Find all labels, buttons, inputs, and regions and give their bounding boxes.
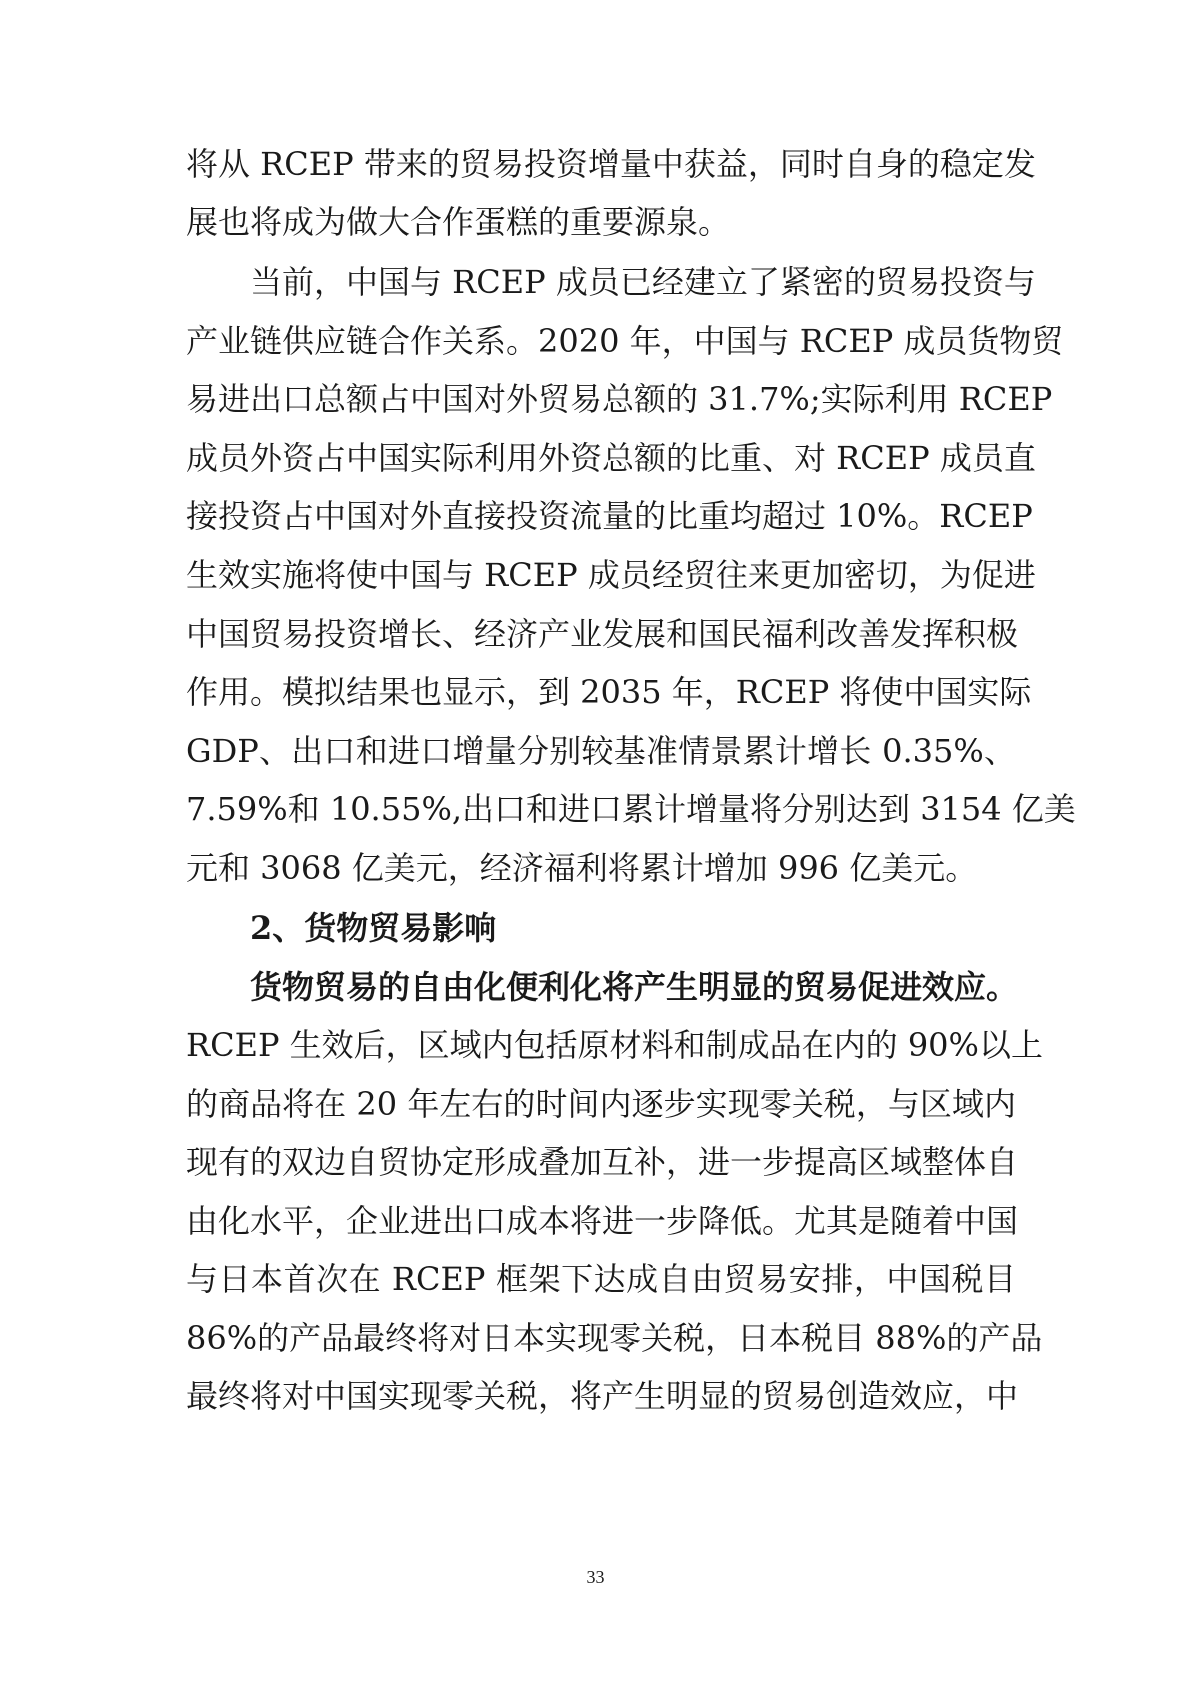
- body-text-line: 接投资占中国对外直接投资流量的比重均超过 10%。RCEP: [186, 497, 1033, 535]
- body-text-line: 将从 RCEP 带来的贸易投资增量中获益，同时自身的稳定发: [186, 145, 1036, 183]
- body-text-line: 与日本首次在 RCEP 框架下达成自由贸易安排，中国税目: [186, 1260, 1016, 1298]
- body-text-line: 最终将对中国实现零关税，将产生明显的贸易创造效应，中: [186, 1377, 1019, 1415]
- body-text-line: 生效实施将使中国与 RCEP 成员经贸往来更加密切，为促进: [186, 556, 1036, 594]
- body-text-line: 易进出口总额占中国对外贸易总额的 31.7%;实际利用 RCEP: [186, 380, 1053, 418]
- body-text-line: 作用。模拟结果也显示，到 2035 年，RCEP 将使中国实际: [186, 673, 1032, 711]
- body-text-line: 成员外资占中国实际利用外资总额的比重、对 RCEP 成员直: [186, 439, 1036, 477]
- body-text-line: RCEP 生效后，区域内包括原材料和制成品在内的 90%以上: [186, 1026, 1043, 1064]
- body-text-line: 当前，中国与 RCEP 成员已经建立了紧密的贸易投资与: [250, 263, 1036, 301]
- body-text-line: 的商品将在 20 年左右的时间内逐步实现零关税，与区域内: [186, 1085, 1016, 1123]
- body-text-line: 现有的双边自贸协定形成叠加互补，进一步提高区域整体自: [186, 1143, 1019, 1181]
- body-text-line: 中国贸易投资增长、经济产业发展和国民福利改善发挥积极: [186, 615, 1019, 653]
- body-text-line: 86%的产品最终将对日本实现零关税，日本税目 88%的产品: [186, 1319, 1043, 1357]
- body-text-line: 7.59%和 10.55%,出口和进口累计增量将分别达到 3154 亿美: [186, 790, 1076, 828]
- page-number: 33: [586, 1567, 605, 1587]
- body-text-line: GDP、出口和进口增量分别较基准情景累计增长 0.35%、: [186, 732, 1016, 770]
- body-text-line: 元和 3068 亿美元，经济福利将累计增加 996 亿美元。: [186, 849, 978, 887]
- body-text-line: 产业链供应链合作关系。2020 年，中国与 RCEP 成员货物贸: [186, 322, 1064, 360]
- section-heading: 2、货物贸易影响: [250, 909, 497, 947]
- body-text-line: 展也将成为做大合作蛋糕的重要源泉。: [186, 203, 731, 241]
- lead-sentence: 货物贸易的自由化便利化将产生明显的贸易促进效应。: [250, 968, 1019, 1006]
- body-text-line: 由化水平，企业进出口成本将进一步降低。尤其是随着中国: [186, 1202, 1019, 1240]
